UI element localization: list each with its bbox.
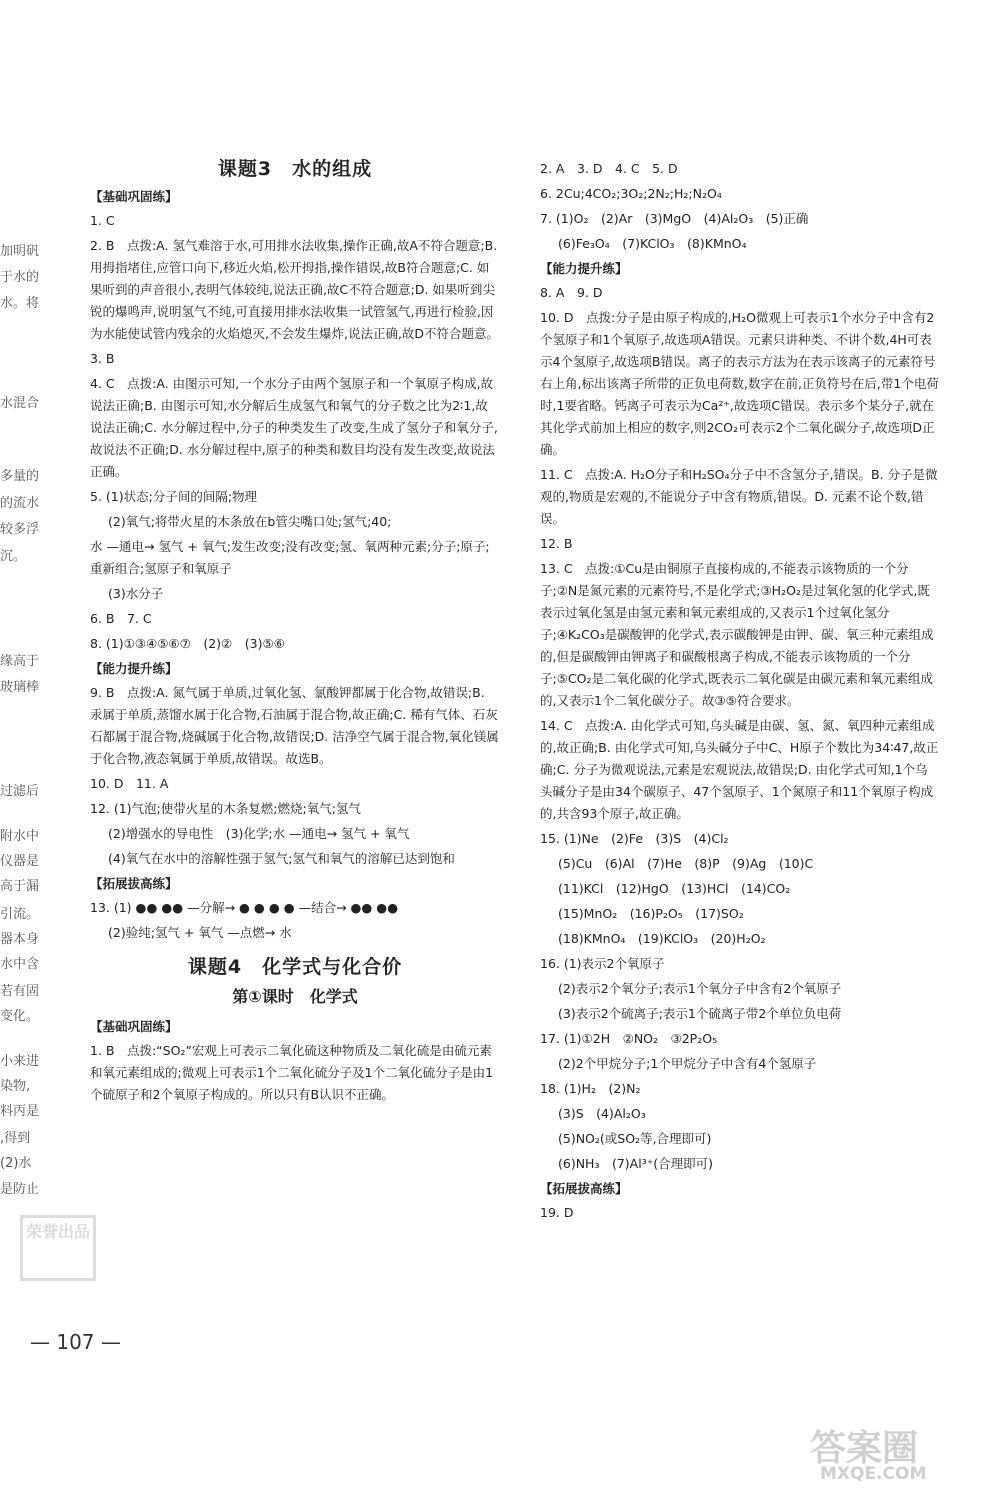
answer-15c: (11)KCl (12)HgO (13)HCl (14)CO₂ [558, 881, 791, 896]
edge-text-fragment: 水。将 [0, 296, 40, 311]
answer-3: 3. B [90, 351, 115, 366]
edge-text-fragment: 的流水 [0, 496, 40, 511]
edge-text-fragment: 引流。 [0, 907, 40, 922]
answer-1: 1. C [90, 213, 115, 228]
answer-17b: (2)2个甲烷分子;1个甲烷分子中含有4个氢原子 [558, 1056, 817, 1071]
section-ability-r: 【能力提升练】 [540, 261, 628, 276]
edge-text-fragment: 若有固 [0, 984, 40, 999]
lesson-subtitle: 第①课时 化学式 [232, 987, 358, 1006]
answer-1b: 1. B 点拨:“SO₂”宏观上可表示二氧化硫这种物质及二氧化硫是由硫元素和氧元素组成的;微观上可表示1个二氧化硫分子及1个二氧化硫分子是由1个硫原子和2个氧原子构成的。所以只有B认识不正确。 [90, 1043, 494, 1102]
answer-6: 6. 2Cu;4CO₂;3O₂;2N₂;H₂;N₂O₄ [540, 186, 722, 201]
edge-text-fragment: 加明矾 [0, 244, 40, 259]
answer-12c: (4)氧气在水中的溶解性强于氢气;氢气和氧气的溶解已达到饱和 [108, 851, 455, 866]
edge-text-fragment: 玻璃棒 [0, 680, 40, 695]
edge-text-fragment: 变化。 [0, 1009, 40, 1024]
section-extension: 【拓展拔高练】 [90, 876, 178, 891]
edge-text-fragment: 器本身 [0, 932, 40, 947]
answer-5d: (3)水分子 [108, 586, 164, 601]
answer-5c: 水 —通电→ 氢气 + 氧气;发生改变;没有改变;氢、氧两种元素;分子;原子;重新组合;氢原子和氧原子 [90, 539, 490, 576]
answer-10-11: 10. D 11. A [90, 776, 169, 791]
edge-text-fragment: 仪器是 [0, 854, 40, 869]
left-column [90, 158, 500, 1109]
page-number: — 107 — [30, 1330, 121, 1354]
edge-text-fragment: 多量的 [0, 469, 40, 484]
answer-15e: (18)KMnO₄ (19)KClO₃ (20)H₂O₂ [558, 931, 766, 946]
answer-16a: 16. (1)表示2个氧原子 [540, 956, 665, 971]
answer-18b: (3)S (4)Al₂O₃ [558, 1106, 646, 1121]
seal-stamp: 荣誉出品 [20, 1215, 96, 1281]
section-ability: 【能力提升练】 [90, 661, 178, 676]
answer-8: 8. (1)①③④⑤⑥⑦ (2)② (3)⑤⑥ [90, 636, 285, 651]
answer-9: 9. B 点拨:A. 氮气属于单质,过氧化氢、氯酸钾都属于化合物,故错误;B. 汞属于单质,蒸馏水属于化合物,石油属于混合物,故正确;C. 稀有气体、石灰石都属于混合物,烧碱属于化合物,故错误;D. 洁净空气属于混合物,氧化镁属于化合物,液态氧属于单质,故错误。故选B。 [90, 685, 499, 766]
answer-18a: 18. (1)H₂ (2)N₂ [540, 1081, 641, 1096]
answer-4: 4. C 点拨:A. 由图示可知,一个水分子由两个氢原子和一个氧原子构成,故说法正确;B. 由图示可知,水分解后生成氢气和氧气的分子数之比为2∶1,故说法正确;C. 水分解过程中,分子的种类发生了改变,生成了氢分子和氧分子,故说法不正确;D. 水分解过程中,原子的种类和数目均没有发生改变,故说法正确。 [90, 376, 498, 479]
answer-12b: (2)增强水的导电性 (3)化学;水 —通电→ 氢气 + 氧气 [108, 826, 410, 841]
edge-text-fragment: ,得到 [0, 1131, 31, 1146]
answer-5a: 5. (1)状态;分子间的间隔;物理 [90, 489, 258, 504]
section-extension-r: 【拓展拔高练】 [540, 1181, 628, 1196]
answer-7b: (6)Fe₃O₄ (7)KClO₃ (8)KMnO₄ [558, 236, 747, 251]
section-title-3: 课题3 水的组成 [217, 158, 373, 180]
answer-13a: 13. (1) ●● ●● —分解→ ● ● ● ● —结合→ ●● ●● [90, 900, 399, 915]
right-column [540, 158, 940, 1227]
answer-17a: 17. (1)①2H ②NO₂ ③2P₂O₅ [540, 1031, 718, 1046]
answer-2: 2. B 点拨:A. 氢气难溶于水,可用排水法收集,操作正确,故A不符合题意;B. 用拇指堵住,应管口向下,移近火焰,松开拇指,操作错误,故B符合题意;C. 如果听到的声音很小,表明气体较纯,说法正确,故C不符合题意;D. 如果听到尖锐的爆鸣声,说明氢气不纯,可直接用排水法收集一试管氢气,再进行检验,因为水能使试管内残余的火焰熄灭,不会发生爆炸,说法正确,故D不符合题意。 [90, 238, 500, 341]
edge-text-fragment: 较多浮 [0, 522, 40, 537]
answer-13b: (2)验纯;氢气 + 氧气 —点燃→ 水 [108, 925, 292, 940]
answer-2-5: 2. A 3. D 4. C 5. D [540, 161, 678, 176]
edge-text-fragment: 料丙是 [0, 1104, 40, 1119]
answer-14: 14. C 点拨:A. 由化学式可知,乌头碱是由碳、氢、氮、氧四种元素组成的,故正确;B. 由化学式可知,乌头碱分子中C、H原子个数比为34∶47,故正确;C. 分子为微观说法,元素是宏观说法,故错误;D. 由化学式可知,1个乌头碱分子是由34个碳原子、47个氢原子、1个氮原子和11个氧原子构成的,共含93个原子,故正确。 [540, 718, 939, 821]
answer-18c: (5)NO₂(或SO₂等,合理即可) [558, 1131, 712, 1146]
answer-15a: 15. (1)Ne (2)Fe (3)S (4)Cl₂ [540, 831, 729, 846]
answer-15d: (15)MnO₂ (16)P₂O₅ (17)SO₂ [558, 906, 744, 921]
edge-text-fragment: 缘高于 [0, 654, 40, 669]
answer-18d: (6)NH₃ (7)Al³⁺(合理即可) [558, 1156, 714, 1171]
edge-text-fragment: 高于漏 [0, 879, 40, 894]
edge-text-fragment: 附水中 [0, 829, 40, 844]
answer-5b: (2)氧气;将带火星的木条放在b管尖嘴口处;氢气;40; [108, 514, 392, 529]
edge-text-fragment: 是防止 [0, 1182, 40, 1197]
answer-11: 11. C 点拨:A. H₂O分子和H₂SO₄分子中不含氢分子,错误。B. 分子是微观的,物质是宏观的,不能说分子中含有物质,错误。D. 元素不论个数,错误。 [540, 467, 938, 526]
edge-text-fragment: 水中含 [0, 957, 40, 972]
answer-10: 10. D 点拨:分子是由原子构成的,H₂O微观上可表示1个水分子中含有2个氢原子和1个氧原子,故选项A错误。元素只讲种类、不讲个数,4H可表示4个氢原子,故选项B错误。离子的表示方法为在表示该离子的元素符号右上角,标出该离子所带的正负电荷数,数字在前,正负符号在后,带1个电荷时,1要省略。钙离子可表示为Ca²⁺,故选项C错误。表示多个某分子,就在其化学式前加上相应的数字,则2CO₂可表示2个二氧化碳分子,故选项D正确。 [540, 310, 939, 457]
edge-text-fragment: 沉。 [0, 549, 27, 564]
edge-text-fragment: 水混合 [0, 396, 40, 411]
answer-7a: 7. (1)O₂ (2)Ar (3)MgO (4)Al₂O₃ (5)正确 [540, 211, 809, 226]
answer-12a: 12. (1)气泡;使带火星的木条复燃;燃烧;氧气;氢气 [90, 801, 361, 816]
answer-6-7: 6. B 7. C [90, 611, 152, 626]
section-basic: 【基础巩固练】 [90, 189, 178, 204]
watermark-url: MXQE.COM [820, 1464, 927, 1484]
answer-8-9: 8. A 9. D [540, 285, 603, 300]
edge-text-fragment: 小来进 [0, 1054, 40, 1069]
edge-text-fragment: 于水的 [0, 270, 40, 285]
section-basic-2: 【基础巩固练】 [90, 1019, 178, 1034]
answer-16c: (3)表示2个硫离子;表示1个硫离子带2个单位负电荷 [558, 1006, 842, 1021]
watermark-logo: 答案圈 [810, 1428, 919, 1469]
answer-13: 13. C 点拨:①Cu是由铜原子直接构成的,不能表示该物质的一个分子;②N是氮元素的元素符号,不是化学式;③H₂O₂是过氧化氢的化学式,既表示过氧化氢是由氢元素和氧元素组成的,又表示1个过氧化氢分子;④K₂CO₃是碳酸钾的化学式,表示碳酸钾是由钾、碳、氧三种元素组成的,但是碳酸钾由钾离子和碳酸根离子构成,不能表示该物质的一个分子;⑤CO₂是二氧化碳的化学式,既表示二氧化碳是由碳元素和氧元素组成的,又表示1个二氧化碳分子。故③⑤符合要求。 [540, 561, 934, 708]
answer-15b: (5)Cu (6)Al (7)He (8)P (9)Ag (10)C [558, 856, 814, 871]
edge-text-fragment: 过滤后 [0, 784, 40, 799]
answer-16b: (2)表示2个氧分子;表示1个氧分子中含有2个氧原子 [558, 981, 842, 996]
edge-text-fragment: (2)水 [0, 1156, 32, 1171]
answer-12: 12. B [540, 536, 573, 551]
section-title-4: 课题4 化学式与化合价 [187, 956, 403, 978]
answer-19: 19. D [540, 1205, 574, 1220]
edge-text-fragment: 染物, [0, 1079, 31, 1094]
